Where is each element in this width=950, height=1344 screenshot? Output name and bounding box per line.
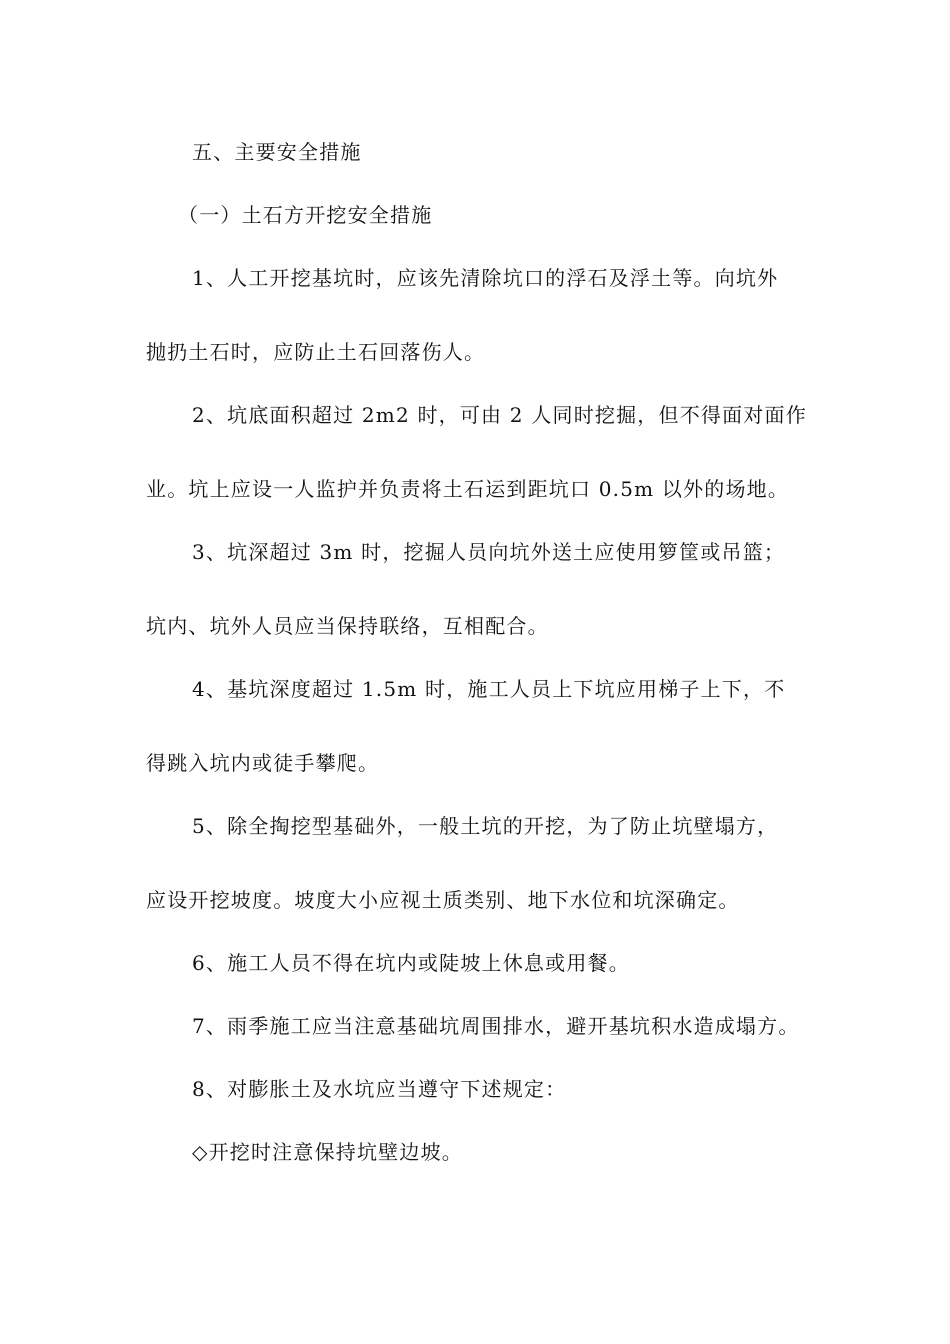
paragraph-line: 抛扔土石时，应防止土石回落伤人。	[146, 340, 486, 364]
subsection-heading: （一）土石方开挖安全措施	[178, 203, 433, 227]
paragraph-line: 业。坑上应设一人监护并负责将土石运到距坑口 0.5m 以外的场地。	[146, 477, 790, 501]
paragraph-line: 2、坑底面积超过 2m2 时，可由 2 人同时挖掘，但不得面对面作	[192, 403, 807, 427]
paragraph-line: 坑内、坑外人员应当保持联络，互相配合。	[146, 614, 549, 638]
paragraph-line: 应设开挖坡度。坡度大小应视土质类别、地下水位和坑深确定。	[146, 888, 740, 912]
paragraph-line: 5、除全掏挖型基础外，一般土坑的开挖，为了防止坑壁塌方，	[192, 814, 779, 838]
paragraph-line: 7、雨季施工应当注意基础坑周围排水，避开基坑积水造成塌方。	[192, 1014, 800, 1038]
paragraph-line: 1、人工开挖基坑时，应该先清除坑口的浮石及浮土等。向坑外	[192, 266, 779, 290]
paragraph-line: 3、坑深超过 3m 时，挖掘人员向坑外送土应使用箩筐或吊篮；	[192, 540, 786, 564]
paragraph-line: 8、对膨胀土及水坑应当遵守下述规定：	[192, 1077, 567, 1101]
paragraph-line: 4、基坑深度超过 1.5m 时，施工人员上下坑应用梯子上下，不	[192, 677, 786, 701]
section-heading: 五、主要安全措施	[192, 140, 362, 164]
bullet-line: ◇开挖时注意保持坑壁边坡。	[192, 1140, 463, 1164]
paragraph-line: 6、施工人员不得在坑内或陡坡上休息或用餐。	[192, 951, 630, 975]
paragraph-line: 得跳入坑内或徒手攀爬。	[146, 751, 380, 775]
